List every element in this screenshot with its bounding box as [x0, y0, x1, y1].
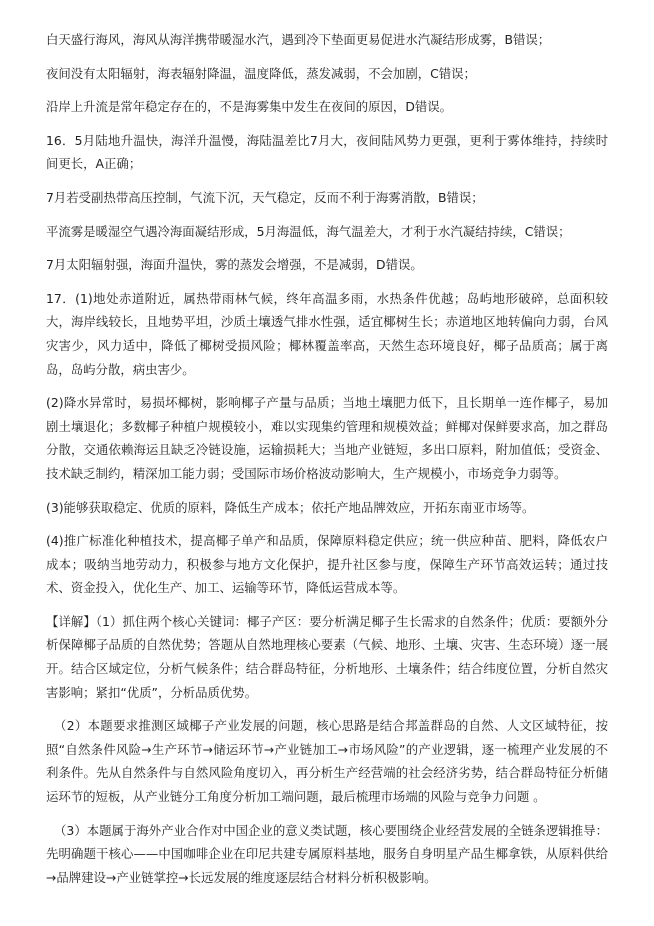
paragraph-q16-b: 7月若受副热带高压控制，气流下沉，天气稳定，反而不利于海雾消散，B错误； [46, 189, 484, 205]
paragraph-detail-3: （3）本题属于海外产业合作对中国企业的意义类试题，核心要围绕企业经营发展的全链条逻辑推导：先明确题干核心——中国咖啡企业在印尼共建专属原料基地，服务自身明星产品生椰拿铁，从原料供给→品牌建设→产业链掌控→长远发展的维度逐层结合材料分析积极影响。 [46, 822, 608, 885]
paragraph-q17-part4: (4)推广标准化种植技术，提高椰子单产和品质，保障原料稳定供应；统一供应种苗、肥料，降低农户成本；吸纳当地劳动力，积极参与地方文化保护，提升社区参与度，保障生产环节高效运转；通过技术、资金投入，优化生产、加工、运输等环节，降低运营成本等。 [46, 533, 608, 596]
paragraph-q16-c: 平流雾是暖湿空气遇冷海面凝结形成，5月海温低，海气温差大，才利于水汽凝结持续，C错误； [46, 223, 571, 239]
paragraph-q16-a: 16．5月陆地升温快，海洋升温慢，海陆温差比7月大，夜间陆风势力更强，更利于雾体维持，持续时间更长，A正确； [46, 132, 608, 172]
paragraph-q17-part1: 17．(1)地处赤道附近，属热带雨林气候，终年高温多雨，水热条件优越；岛屿地形破碎，总面积较大，海岸线较长，且地势平坦，沙质土壤透气排水性强，适宜椰树生长；赤道地区地转偏向力弱，台风灾害少，风力适中，降低了椰树受损风险；椰林覆盖率高，天然生态环境良好，椰子品质高；属于离岛，岛屿分散，病虫害少。 [46, 290, 608, 377]
paragraph-q17-part3: (3)能够获取稳定、优质的原料，降低生产成本；依托产地品牌效应，开拓东南亚市场等。 [46, 499, 535, 515]
paragraph-q15-d: 沿岸上升流是常年稳定存在的，不是海雾集中发生在夜间的原因，D错误。 [46, 99, 453, 115]
paragraph-q17-part2: (2)降水异常时，易损坏椰树，影响椰子产量与品质；当地土壤肥力低下，且长期单一连作椰子，易加剧土壤退化；多数椰子种植户规模较小，难以实现集约管理和规模效益；鲜椰对保鲜要求高，加之群岛分散，交通依赖海运且缺乏冷链设施，运输损耗大；当地产业链短，多出口原料，附加值低；受资金、技术缺乏制约，精深加工能力弱；受国际市场价格波动影响大，生产规模小，市场竞争力弱等。 [46, 395, 608, 481]
paragraph-q15-b: 白天盛行海风，海风从海洋携带暖湿水汽，遇到冷下垫面更易促进水汽凝结形成雾，B错误； [46, 32, 551, 47]
paragraph-detail-1: 【详解】（1）抓住两个核心关键词：椰子产区：要分析满足椰子生长需求的自然条件；优质：要额外分析保障椰子品质的自然优势；答题从自然地理核心要素（气候、地形、土壤、灾害、生态环境）逐一展开。结合区域定位，分析气候条件；结合群岛特征，分析地形、土壤条件；结合纬度位置，分析自然灾害影响；紧扣“优质”，分析品质优势。 [46, 613, 608, 700]
paragraph-q16-d: 7月太阳辐射强，海面升温快，雾的蒸发会增强，不是减弱，D错误。 [46, 257, 423, 273]
paragraph-detail-2: （2）本题要求推测区域椰子产业发展的问题，核心思路是结合邦盖群岛的自然、人文区域特征，按照“自然条件风险→生产环节→储运环节→产业链加工→市场风险”的产业逻辑，逐一梳理产业发展的不利条件。先从自然条件与自然风险角度切入，再分析生产经营端的社会经济劣势，结合群岛特征分析储运环节的短板，从产业链分工角度分析加工端问题，最后梳理市场端的风险与竞争力问题 。 [46, 718, 608, 805]
paragraph-q15-c: 夜间没有太阳辐射，海表辐射降温，温度降低，蒸发减弱，不会加剧，C错误； [46, 65, 476, 81]
